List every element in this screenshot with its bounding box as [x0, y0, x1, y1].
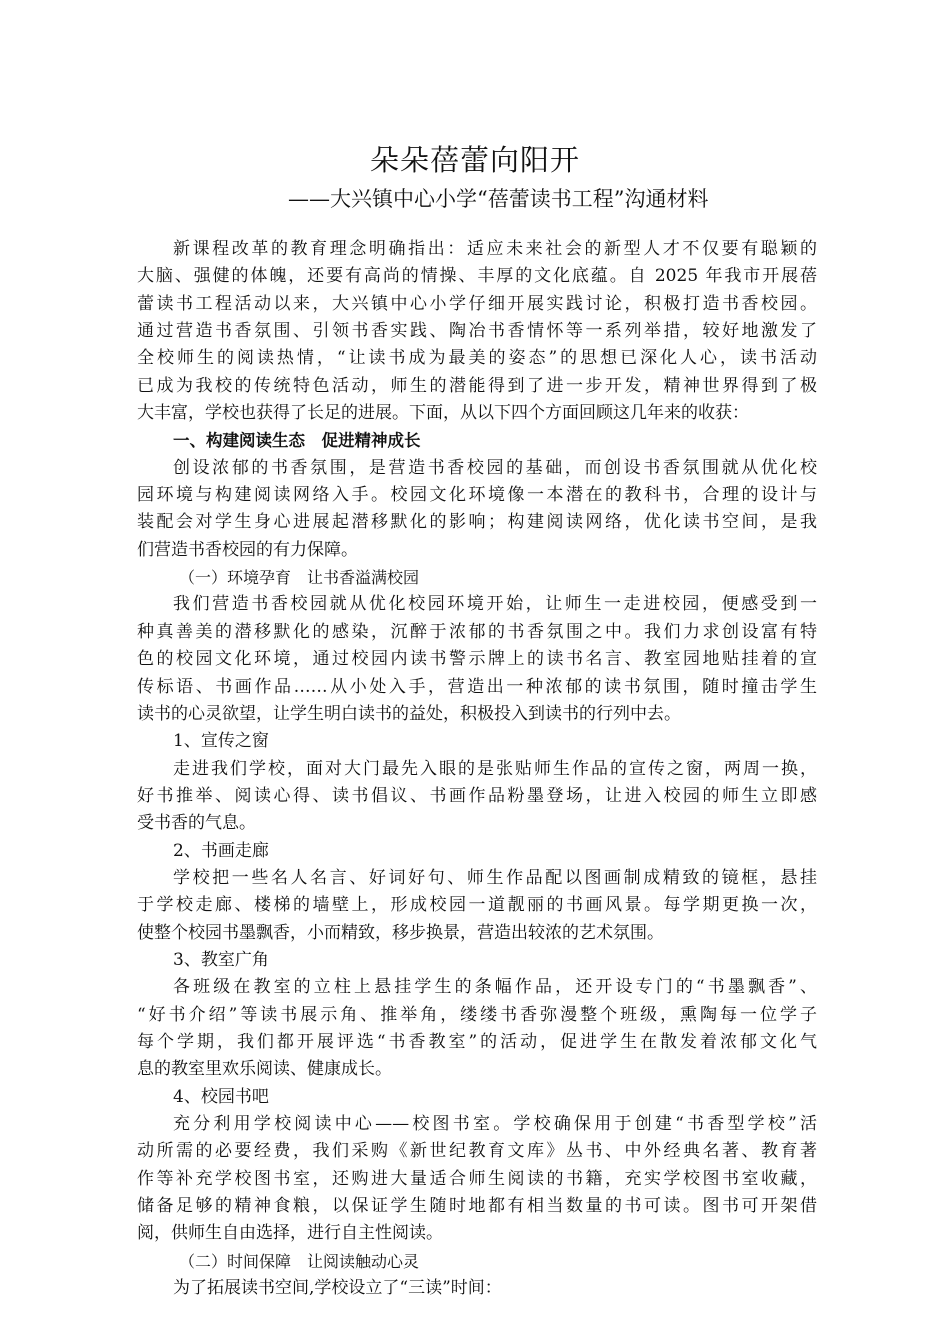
paragraph-line: 通过营造书香氛围、引领书香实践、陶冶书香情怀等一系列举措，较好地激发了 — [137, 321, 817, 342]
paragraph-line: 装配会对学生身心进展起潜移默化的影响；构建阅读网络，优化读书空间，是我 — [137, 512, 817, 533]
paragraph-line: 色的校园文化环境，通过校园内读书警示牌上的读书名言、教室园地贴挂着的宣 — [137, 649, 817, 670]
paragraph-line: 我们营造书香校园就从优化校园环境开始，让师生一走进校园，便感受到一 — [173, 594, 817, 615]
paragraph-line: 已成为我校的传统特色活动，师生的潜能得到了进一步开发，精神世界得到了极 — [137, 375, 817, 396]
paragraph-line: “好书介绍”等读书展示角、推举角，缕缕书香弥漫整个班级，熏陶每一位学子 — [137, 1004, 817, 1025]
paragraph-line: 创设浓郁的书香氛围，是营造书香校园的基础，而创设书香氛围就从优化校 — [173, 457, 817, 478]
paragraph-line: 新课程改革的教育理念明确指出：适应未来社会的新型人才不仅要有聪颖的 — [173, 239, 817, 259]
paragraph-line: 各班级在教室的立柱上悬挂学生的条幅作品，还开设专门的“书墨飘香”、 — [173, 977, 817, 998]
item-heading: 2、书画走廊 — [173, 840, 269, 861]
subsection-heading: （二）时间保障 让阅读触动心灵 — [179, 1251, 420, 1271]
subsection-heading: （一）环境孕育 让书香溢满校园 — [179, 568, 420, 588]
paragraph-line: 走进我们学校，面对大门最先入眼的是张贴师生作品的宣传之窗，两周一换， — [173, 758, 817, 779]
paragraph-line: 全校师生的阅读热情，“让读书成为最美的姿态”的思想已深化人心，读书活动 — [137, 348, 817, 369]
paragraph-line: 于学校走廊、楼梯的墙壁上，形成校园一道靓丽的书画风景。每学期更换一次， — [137, 895, 817, 916]
paragraph-line: 读书的心灵欲望，让学生明白读书的益处，积极投入到读书的行列中去。 — [137, 703, 681, 724]
paragraph-line: 储备足够的精神食粮，以保证学生随时地都有相当数量的书可读。图书可开架借 — [137, 1196, 817, 1217]
item-heading: 4、校园书吧 — [173, 1086, 269, 1107]
paragraph-line: 阅，供师生自由选择，进行自主性阅读。 — [137, 1223, 443, 1244]
paragraph-line: 动所需的必要经费，我们采购《新世纪教育文库》丛书、中外经典名著、教育著 — [137, 1141, 817, 1162]
paragraph-line: 充分利用学校阅读中心——校图书室。学校确保用于创建“书香型学校”活 — [173, 1114, 817, 1134]
paragraph-line: 作等补充学校图书室，还购进大量适合师生阅读的书籍，充实学校图书室收藏， — [137, 1168, 817, 1189]
document-title: 朵朵蓓蕾向阳开 — [369, 143, 580, 177]
paragraph-line: 传标语、书画作品……从小处入手，营造出一种浓郁的读书氛围，随时撞击学生 — [137, 676, 817, 697]
document-body — [137, 236, 817, 1302]
item-heading: 1、宣传之窗 — [173, 731, 269, 752]
paragraph-line: 每个学期，我们都开展评选“书香教室”的活动，促进学生在散发着浓郁文化气 — [137, 1031, 817, 1052]
paragraph-line: 蕾读书工程活动以来，大兴镇中心小学仔细开展实践讨论，积极打造书香校园。 — [137, 293, 817, 314]
paragraph-line: 园环境与构建阅读网络入手。校园文化环境像一本潜在的教科书，合理的设计与 — [137, 485, 817, 506]
paragraph-line: 大丰富，学校也获得了长足的进展。下面，从以下四个方面回顾这几年来的收获： — [137, 403, 749, 424]
paragraph-line: 息的教室里欢乐阅读、健康成长。 — [137, 1059, 392, 1080]
section-heading: 一、构建阅读生态 促进精神成长 — [173, 431, 421, 451]
item-heading: 3、教室广角 — [173, 949, 269, 970]
paragraph-line: 们营造书香校园的有力保障。 — [137, 539, 358, 560]
paragraph-line: 学校把一些名人名言、好词好句、师生作品配以图画制成精致的镜框，悬挂 — [173, 867, 817, 888]
paragraph-line: 为了拓展读书空间,学校设立了“三读”时间： — [173, 1278, 502, 1299]
paragraph-line: 使整个校园书墨飘香，小而精致，移步换景，营造出较浓的艺术氛围。 — [137, 922, 664, 943]
paragraph-line: 受书香的气息。 — [137, 813, 256, 834]
paragraph-line: 大脑、强健的体魄，还要有高尚的情操、丰厚的文化底蕴。自 2025 年我市开展蓓 — [137, 266, 817, 287]
document-subtitle: ——大兴镇中心小学“蓓蕾读书工程”沟通材料 — [288, 187, 709, 211]
paragraph-line: 种真善美的潜移默化的感染，沉醉于浓郁的书香氛围之中。我们力求创设富有特 — [137, 621, 817, 642]
paragraph-line: 好书推举、阅读心得、读书倡议、书画作品粉墨登场，让进入校园的师生立即感 — [137, 785, 817, 806]
